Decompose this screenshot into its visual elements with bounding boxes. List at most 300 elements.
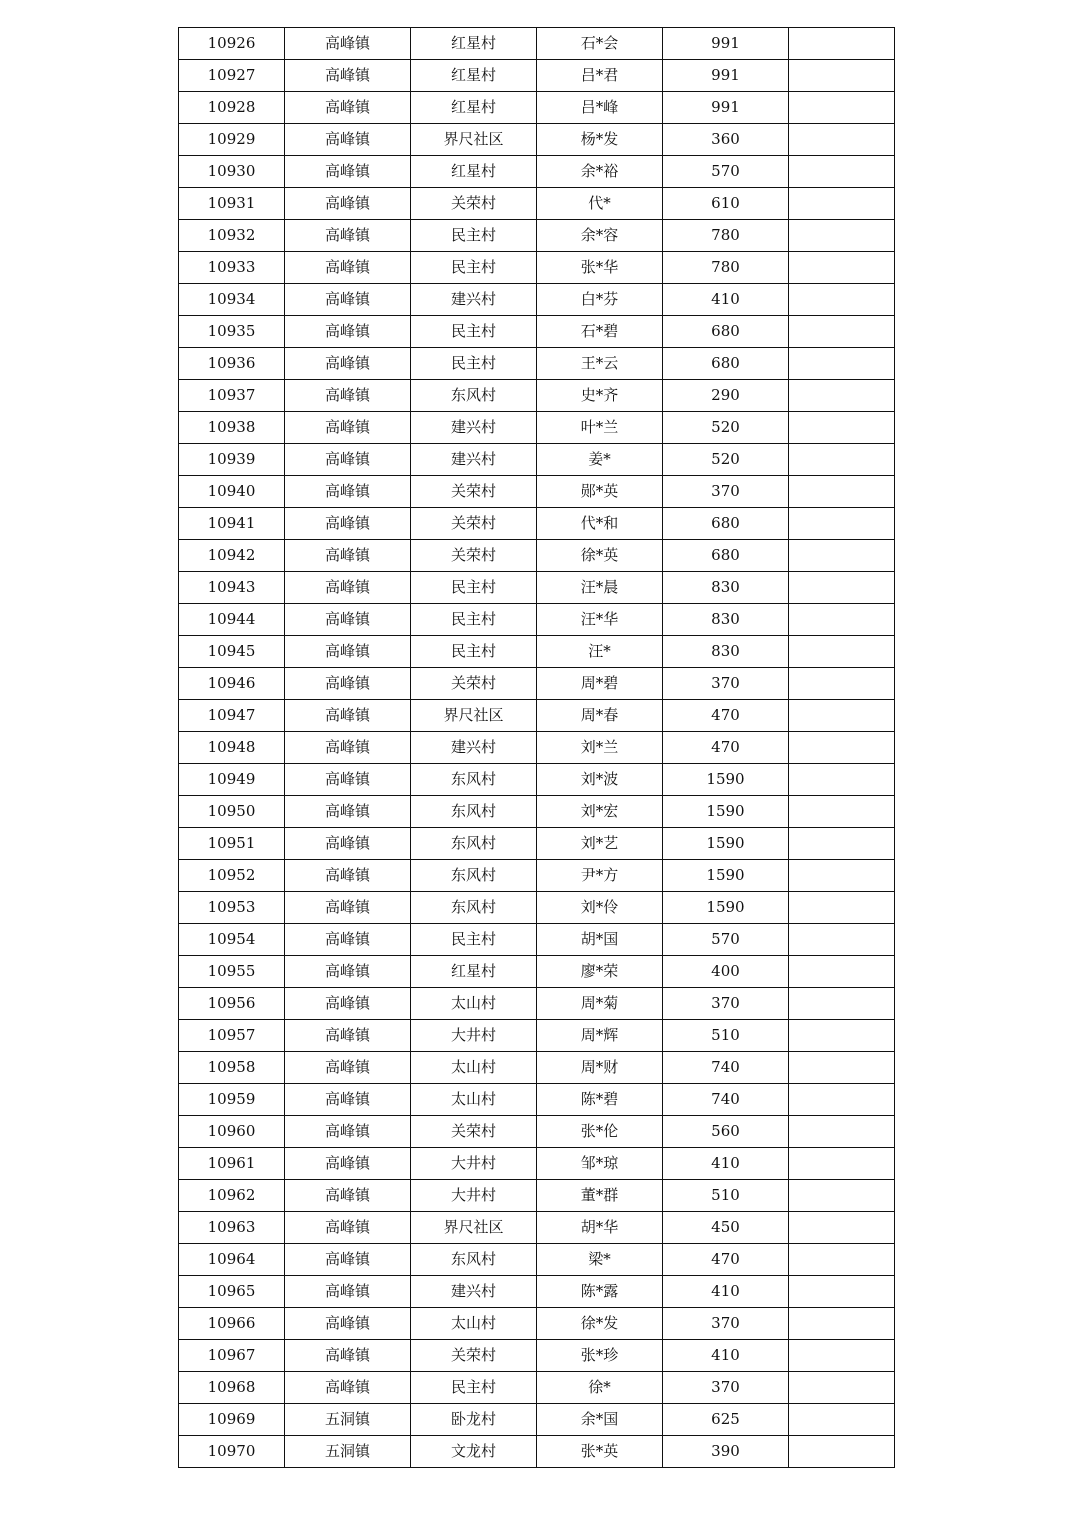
- name-cell: 汪*华: [537, 604, 663, 636]
- name-cell: 杨*发: [537, 124, 663, 156]
- name-cell: 吕*君: [537, 60, 663, 92]
- table-row: [179, 636, 895, 668]
- name-cell: 梁*: [537, 1244, 663, 1276]
- note-cell: [789, 124, 895, 156]
- serial-number-cell: 10961: [179, 1148, 285, 1180]
- village-cell: 关荣村: [411, 668, 537, 700]
- table-row: [179, 764, 895, 796]
- name-cell: 姜*: [537, 444, 663, 476]
- serial-number-cell: 10943: [179, 572, 285, 604]
- name-cell: 周*财: [537, 1052, 663, 1084]
- village-cell: 太山村: [411, 1308, 537, 1340]
- village-cell: 红星村: [411, 156, 537, 188]
- note-cell: [789, 796, 895, 828]
- village-cell: 红星村: [411, 60, 537, 92]
- amount-cell: 680: [663, 508, 789, 540]
- village-cell: 民主村: [411, 348, 537, 380]
- serial-number-cell: 10969: [179, 1404, 285, 1436]
- note-cell: [789, 380, 895, 412]
- town-cell: 高峰镇: [285, 828, 411, 860]
- note-cell: [789, 1308, 895, 1340]
- amount-cell: 1590: [663, 764, 789, 796]
- village-cell: 建兴村: [411, 732, 537, 764]
- town-cell: 高峰镇: [285, 316, 411, 348]
- village-cell: 卧龙村: [411, 1404, 537, 1436]
- town-cell: 高峰镇: [285, 1148, 411, 1180]
- name-cell: 刘*艺: [537, 828, 663, 860]
- amount-cell: 520: [663, 444, 789, 476]
- amount-cell: 470: [663, 1244, 789, 1276]
- town-cell: 高峰镇: [285, 1180, 411, 1212]
- serial-number-cell: 10959: [179, 1084, 285, 1116]
- serial-number-cell: 10951: [179, 828, 285, 860]
- amount-cell: 370: [663, 1308, 789, 1340]
- town-cell: 五洞镇: [285, 1436, 411, 1468]
- amount-cell: 740: [663, 1052, 789, 1084]
- table-row: [179, 1148, 895, 1180]
- serial-number-cell: 10967: [179, 1340, 285, 1372]
- village-cell: 关荣村: [411, 1340, 537, 1372]
- table-row: [179, 700, 895, 732]
- serial-number-cell: 10960: [179, 1116, 285, 1148]
- serial-number-cell: 10935: [179, 316, 285, 348]
- name-cell: 余*裕: [537, 156, 663, 188]
- table-row: [179, 28, 895, 60]
- table-row: [179, 604, 895, 636]
- name-cell: 余*容: [537, 220, 663, 252]
- table-row: [179, 1404, 895, 1436]
- amount-cell: 830: [663, 572, 789, 604]
- town-cell: 高峰镇: [285, 1212, 411, 1244]
- name-cell: 董*群: [537, 1180, 663, 1212]
- table-row: [179, 540, 895, 572]
- amount-cell: 390: [663, 1436, 789, 1468]
- name-cell: 徐*发: [537, 1308, 663, 1340]
- name-cell: 郧*英: [537, 476, 663, 508]
- amount-cell: 610: [663, 188, 789, 220]
- town-cell: 高峰镇: [285, 1116, 411, 1148]
- village-cell: 红星村: [411, 956, 537, 988]
- note-cell: [789, 1340, 895, 1372]
- town-cell: 高峰镇: [285, 124, 411, 156]
- name-cell: 陈*碧: [537, 1084, 663, 1116]
- village-cell: 民主村: [411, 1372, 537, 1404]
- note-cell: [789, 284, 895, 316]
- amount-cell: 991: [663, 92, 789, 124]
- table-row: [179, 1276, 895, 1308]
- serial-number-cell: 10928: [179, 92, 285, 124]
- note-cell: [789, 156, 895, 188]
- amount-cell: 1590: [663, 892, 789, 924]
- amount-cell: 680: [663, 316, 789, 348]
- town-cell: 高峰镇: [285, 764, 411, 796]
- amount-cell: 410: [663, 1276, 789, 1308]
- town-cell: 高峰镇: [285, 860, 411, 892]
- name-cell: 石*会: [537, 28, 663, 60]
- amount-cell: 510: [663, 1020, 789, 1052]
- town-cell: 高峰镇: [285, 60, 411, 92]
- village-cell: 民主村: [411, 572, 537, 604]
- table-row: [179, 92, 895, 124]
- amount-cell: 520: [663, 412, 789, 444]
- town-cell: 高峰镇: [285, 1244, 411, 1276]
- village-cell: 建兴村: [411, 284, 537, 316]
- table-row: [179, 924, 895, 956]
- note-cell: [789, 60, 895, 92]
- note-cell: [789, 1212, 895, 1244]
- amount-cell: 680: [663, 540, 789, 572]
- amount-cell: 830: [663, 604, 789, 636]
- serial-number-cell: 10927: [179, 60, 285, 92]
- town-cell: 高峰镇: [285, 1340, 411, 1372]
- note-cell: [789, 188, 895, 220]
- town-cell: 高峰镇: [285, 1276, 411, 1308]
- serial-number-cell: 10949: [179, 764, 285, 796]
- table-row: [179, 1084, 895, 1116]
- serial-number-cell: 10953: [179, 892, 285, 924]
- amount-cell: 1590: [663, 860, 789, 892]
- village-cell: 民主村: [411, 604, 537, 636]
- name-cell: 石*碧: [537, 316, 663, 348]
- table-row: [179, 284, 895, 316]
- town-cell: 高峰镇: [285, 668, 411, 700]
- village-cell: 东风村: [411, 796, 537, 828]
- town-cell: 高峰镇: [285, 604, 411, 636]
- serial-number-cell: 10956: [179, 988, 285, 1020]
- name-cell: 吕*峰: [537, 92, 663, 124]
- town-cell: 高峰镇: [285, 220, 411, 252]
- amount-cell: 370: [663, 1372, 789, 1404]
- town-cell: 高峰镇: [285, 892, 411, 924]
- serial-number-cell: 10955: [179, 956, 285, 988]
- amount-cell: 740: [663, 1084, 789, 1116]
- name-cell: 刘*波: [537, 764, 663, 796]
- village-cell: 建兴村: [411, 1276, 537, 1308]
- note-cell: [789, 732, 895, 764]
- table-row: [179, 732, 895, 764]
- note-cell: [789, 956, 895, 988]
- name-cell: 张*珍: [537, 1340, 663, 1372]
- note-cell: [789, 28, 895, 60]
- serial-number-cell: 10962: [179, 1180, 285, 1212]
- town-cell: 高峰镇: [285, 700, 411, 732]
- note-cell: [789, 412, 895, 444]
- name-cell: 张*英: [537, 1436, 663, 1468]
- serial-number-cell: 10963: [179, 1212, 285, 1244]
- table-row: [179, 956, 895, 988]
- serial-number-cell: 10926: [179, 28, 285, 60]
- note-cell: [789, 1276, 895, 1308]
- town-cell: 高峰镇: [285, 572, 411, 604]
- town-cell: 高峰镇: [285, 956, 411, 988]
- table-row: [179, 1116, 895, 1148]
- amount-cell: 510: [663, 1180, 789, 1212]
- town-cell: 高峰镇: [285, 380, 411, 412]
- serial-number-cell: 10946: [179, 668, 285, 700]
- serial-number-cell: 10952: [179, 860, 285, 892]
- name-cell: 叶*兰: [537, 412, 663, 444]
- roster-sheet: [178, 27, 894, 1468]
- note-cell: [789, 668, 895, 700]
- amount-cell: 570: [663, 156, 789, 188]
- serial-number-cell: 10929: [179, 124, 285, 156]
- village-cell: 太山村: [411, 1084, 537, 1116]
- note-cell: [789, 1372, 895, 1404]
- serial-number-cell: 10966: [179, 1308, 285, 1340]
- serial-number-cell: 10948: [179, 732, 285, 764]
- town-cell: 高峰镇: [285, 540, 411, 572]
- table-row: [179, 156, 895, 188]
- table-row: [179, 380, 895, 412]
- amount-cell: 400: [663, 956, 789, 988]
- amount-cell: 1590: [663, 796, 789, 828]
- note-cell: [789, 540, 895, 572]
- note-cell: [789, 764, 895, 796]
- note-cell: [789, 444, 895, 476]
- town-cell: 高峰镇: [285, 348, 411, 380]
- amount-cell: 625: [663, 1404, 789, 1436]
- village-cell: 关荣村: [411, 1116, 537, 1148]
- amount-cell: 370: [663, 988, 789, 1020]
- note-cell: [789, 252, 895, 284]
- village-cell: 民主村: [411, 316, 537, 348]
- village-cell: 界尺社区: [411, 1212, 537, 1244]
- village-cell: 关荣村: [411, 476, 537, 508]
- note-cell: [789, 1020, 895, 1052]
- note-cell: [789, 92, 895, 124]
- amount-cell: 780: [663, 220, 789, 252]
- serial-number-cell: 10934: [179, 284, 285, 316]
- table-row: [179, 316, 895, 348]
- town-cell: 高峰镇: [285, 636, 411, 668]
- serial-number-cell: 10931: [179, 188, 285, 220]
- name-cell: 周*春: [537, 700, 663, 732]
- serial-number-cell: 10941: [179, 508, 285, 540]
- table-row: [179, 1308, 895, 1340]
- table-row: [179, 1020, 895, 1052]
- village-cell: 红星村: [411, 28, 537, 60]
- table-row: [179, 220, 895, 252]
- amount-cell: 991: [663, 28, 789, 60]
- note-cell: [789, 1180, 895, 1212]
- name-cell: 邹*琼: [537, 1148, 663, 1180]
- village-cell: 红星村: [411, 92, 537, 124]
- table-row: [179, 1244, 895, 1276]
- serial-number-cell: 10964: [179, 1244, 285, 1276]
- village-cell: 东风村: [411, 860, 537, 892]
- serial-number-cell: 10942: [179, 540, 285, 572]
- table-row: [179, 796, 895, 828]
- amount-cell: 680: [663, 348, 789, 380]
- name-cell: 代*: [537, 188, 663, 220]
- serial-number-cell: 10945: [179, 636, 285, 668]
- serial-number-cell: 10937: [179, 380, 285, 412]
- note-cell: [789, 1052, 895, 1084]
- note-cell: [789, 220, 895, 252]
- table-row: [179, 1436, 895, 1468]
- village-cell: 界尺社区: [411, 700, 537, 732]
- amount-cell: 410: [663, 1148, 789, 1180]
- town-cell: 高峰镇: [285, 156, 411, 188]
- table-row: [179, 1372, 895, 1404]
- village-cell: 关荣村: [411, 188, 537, 220]
- serial-number-cell: 10957: [179, 1020, 285, 1052]
- note-cell: [789, 1436, 895, 1468]
- amount-cell: 370: [663, 668, 789, 700]
- name-cell: 张*华: [537, 252, 663, 284]
- amount-cell: 560: [663, 1116, 789, 1148]
- name-cell: 史*齐: [537, 380, 663, 412]
- village-cell: 民主村: [411, 924, 537, 956]
- amount-cell: 290: [663, 380, 789, 412]
- amount-cell: 780: [663, 252, 789, 284]
- village-cell: 民主村: [411, 220, 537, 252]
- town-cell: 高峰镇: [285, 732, 411, 764]
- table-row: [179, 668, 895, 700]
- table-row: [179, 1052, 895, 1084]
- town-cell: 高峰镇: [285, 476, 411, 508]
- serial-number-cell: 10944: [179, 604, 285, 636]
- town-cell: 高峰镇: [285, 1020, 411, 1052]
- town-cell: 高峰镇: [285, 188, 411, 220]
- village-cell: 东风村: [411, 1244, 537, 1276]
- name-cell: 陈*露: [537, 1276, 663, 1308]
- amount-cell: 830: [663, 636, 789, 668]
- note-cell: [789, 1148, 895, 1180]
- note-cell: [789, 988, 895, 1020]
- table-row: [179, 892, 895, 924]
- village-cell: 关荣村: [411, 540, 537, 572]
- amount-cell: 410: [663, 284, 789, 316]
- village-cell: 东风村: [411, 892, 537, 924]
- village-cell: 建兴村: [411, 444, 537, 476]
- note-cell: [789, 572, 895, 604]
- name-cell: 刘*兰: [537, 732, 663, 764]
- name-cell: 尹*方: [537, 860, 663, 892]
- village-cell: 大井村: [411, 1148, 537, 1180]
- name-cell: 汪*: [537, 636, 663, 668]
- amount-cell: 991: [663, 60, 789, 92]
- table-row: [179, 1180, 895, 1212]
- name-cell: 刘*伶: [537, 892, 663, 924]
- amount-cell: 470: [663, 700, 789, 732]
- table-row: [179, 508, 895, 540]
- roster-table-body: [179, 28, 895, 1468]
- village-cell: 东风村: [411, 828, 537, 860]
- town-cell: 高峰镇: [285, 444, 411, 476]
- town-cell: 高峰镇: [285, 1372, 411, 1404]
- name-cell: 徐*英: [537, 540, 663, 572]
- village-cell: 关荣村: [411, 508, 537, 540]
- serial-number-cell: 10968: [179, 1372, 285, 1404]
- town-cell: 高峰镇: [285, 988, 411, 1020]
- table-row: [179, 572, 895, 604]
- town-cell: 高峰镇: [285, 1308, 411, 1340]
- note-cell: [789, 828, 895, 860]
- name-cell: 代*和: [537, 508, 663, 540]
- village-cell: 大井村: [411, 1020, 537, 1052]
- name-cell: 刘*宏: [537, 796, 663, 828]
- amount-cell: 450: [663, 1212, 789, 1244]
- village-cell: 太山村: [411, 988, 537, 1020]
- village-cell: 大井村: [411, 1180, 537, 1212]
- serial-number-cell: 10938: [179, 412, 285, 444]
- town-cell: 高峰镇: [285, 1052, 411, 1084]
- table-row: [179, 188, 895, 220]
- village-cell: 界尺社区: [411, 124, 537, 156]
- serial-number-cell: 10930: [179, 156, 285, 188]
- serial-number-cell: 10933: [179, 252, 285, 284]
- table-row: [179, 1340, 895, 1372]
- amount-cell: 370: [663, 476, 789, 508]
- name-cell: 汪*晨: [537, 572, 663, 604]
- table-row: [179, 444, 895, 476]
- note-cell: [789, 348, 895, 380]
- town-cell: 高峰镇: [285, 924, 411, 956]
- town-cell: 高峰镇: [285, 508, 411, 540]
- village-cell: 太山村: [411, 1052, 537, 1084]
- name-cell: 周*碧: [537, 668, 663, 700]
- table-row: [179, 252, 895, 284]
- note-cell: [789, 1404, 895, 1436]
- town-cell: 高峰镇: [285, 28, 411, 60]
- note-cell: [789, 924, 895, 956]
- note-cell: [789, 700, 895, 732]
- note-cell: [789, 860, 895, 892]
- note-cell: [789, 316, 895, 348]
- amount-cell: 360: [663, 124, 789, 156]
- serial-number-cell: 10936: [179, 348, 285, 380]
- serial-number-cell: 10950: [179, 796, 285, 828]
- name-cell: 余*国: [537, 1404, 663, 1436]
- roster-table: [178, 27, 895, 1468]
- name-cell: 胡*华: [537, 1212, 663, 1244]
- table-row: [179, 828, 895, 860]
- village-cell: 东风村: [411, 380, 537, 412]
- amount-cell: 410: [663, 1340, 789, 1372]
- serial-number-cell: 10954: [179, 924, 285, 956]
- town-cell: 高峰镇: [285, 1084, 411, 1116]
- name-cell: 胡*国: [537, 924, 663, 956]
- table-row: [179, 348, 895, 380]
- table-row: [179, 988, 895, 1020]
- table-row: [179, 124, 895, 156]
- serial-number-cell: 10939: [179, 444, 285, 476]
- village-cell: 民主村: [411, 636, 537, 668]
- name-cell: 白*芬: [537, 284, 663, 316]
- note-cell: [789, 892, 895, 924]
- amount-cell: 570: [663, 924, 789, 956]
- note-cell: [789, 604, 895, 636]
- table-row: [179, 60, 895, 92]
- village-cell: 东风村: [411, 764, 537, 796]
- amount-cell: 1590: [663, 828, 789, 860]
- note-cell: [789, 508, 895, 540]
- town-cell: 高峰镇: [285, 796, 411, 828]
- town-cell: 高峰镇: [285, 252, 411, 284]
- table-row: [179, 860, 895, 892]
- serial-number-cell: 10970: [179, 1436, 285, 1468]
- note-cell: [789, 476, 895, 508]
- table-row: [179, 476, 895, 508]
- serial-number-cell: 10947: [179, 700, 285, 732]
- note-cell: [789, 1084, 895, 1116]
- town-cell: 高峰镇: [285, 412, 411, 444]
- serial-number-cell: 10958: [179, 1052, 285, 1084]
- serial-number-cell: 10932: [179, 220, 285, 252]
- town-cell: 高峰镇: [285, 284, 411, 316]
- village-cell: 文龙村: [411, 1436, 537, 1468]
